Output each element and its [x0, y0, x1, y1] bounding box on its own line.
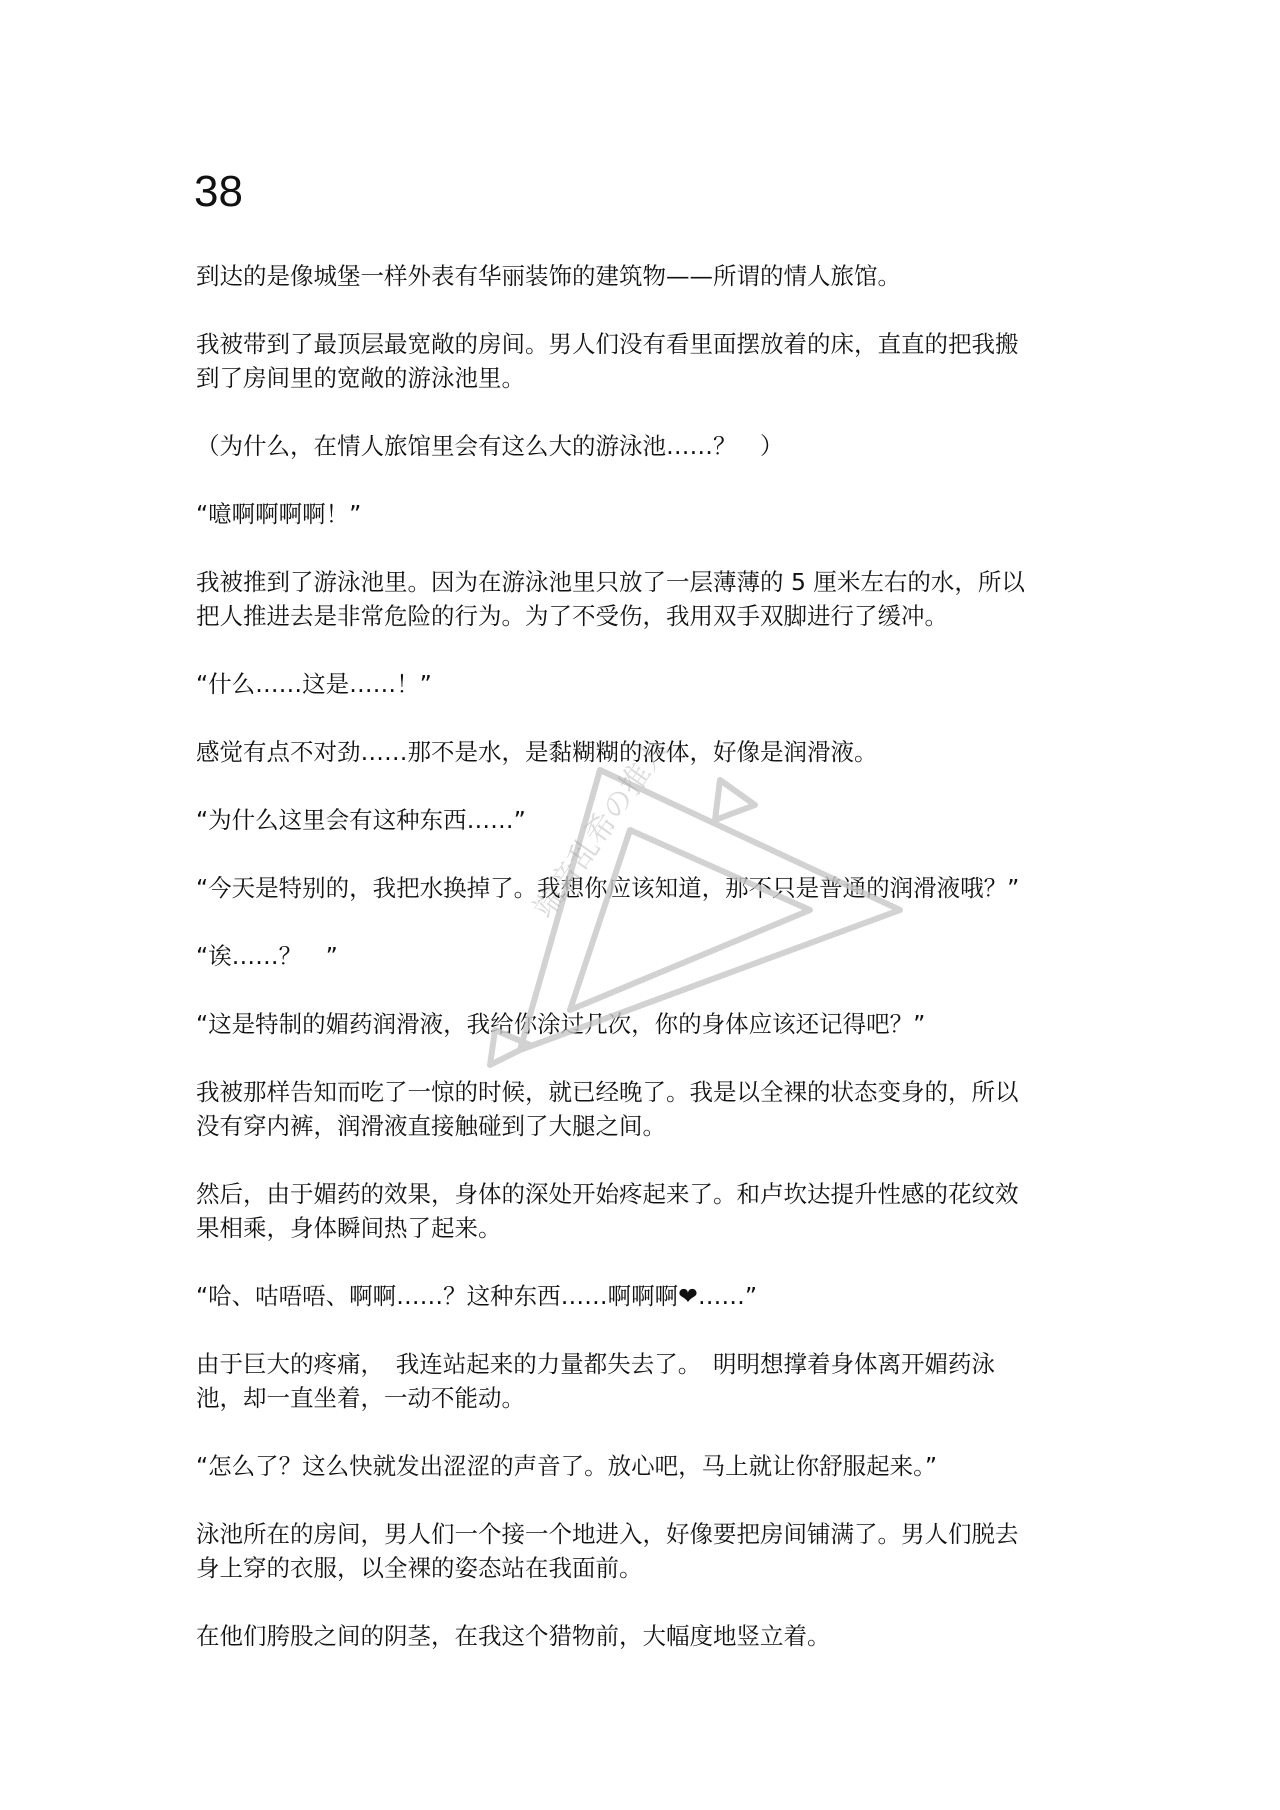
- chapter-number: 38: [194, 167, 243, 216]
- paragraph: [196, 803, 1106, 837]
- paragraph-line: 到了房间里的宽敞的游泳池里。: [196, 364, 525, 392]
- paragraph-line: 没有穿内裤，润滑液直接触碰到了大腿之间。: [196, 1112, 666, 1140]
- paragraph-line: 泳池所在的房间，男人们一个接一个地进入，好像要把房间铺满了。男人们脱去: [196, 1520, 1019, 1548]
- paragraph-line: “今天是特别的，我把水换掉了。我想你应该知道，那不只是普通的润滑液哦？”: [196, 874, 1020, 902]
- paragraph-line: 池，却一直坐着，一动不能动。: [196, 1384, 525, 1412]
- paragraph-line: “哈、咕唔唔、啊啊……？这种东西……啊啊啊❤……”: [196, 1282, 758, 1310]
- paragraph-line: 由于巨大的疼痛， 我连站起来的力量都失去了。 明明想撑着身体离开媚药泳: [196, 1350, 995, 1378]
- paragraph-line: （为什么，在情人旅馆里会有这么大的游泳池……？ ）: [196, 432, 784, 460]
- chapter-body: [196, 259, 1106, 1687]
- paragraph: [196, 1449, 1106, 1483]
- paragraph-line: 我被带到了最顶层最宽敞的房间。男人们没有看里面摆放着的床，直直的把我搬: [196, 330, 1019, 358]
- paragraph-line: 把人推进去是非常危险的行为。为了不受伤，我用双手双脚进行了缓冲。: [196, 602, 948, 630]
- paragraph-line: “什么……这是……！”: [196, 670, 432, 698]
- paragraph-line: 我被推到了游泳池里。因为在游泳池里只放了一层薄薄的 5 厘米左右的水，所以: [196, 568, 1025, 596]
- paragraph: [196, 1075, 1106, 1143]
- paragraph: [196, 259, 1106, 293]
- paragraph: [196, 1279, 1106, 1313]
- paragraph: [196, 1007, 1106, 1041]
- paragraph-line: 然后，由于媚药的效果，身体的深处开始疼起来了。和卢坎达提升性感的花纹效: [196, 1180, 1019, 1208]
- paragraph: [196, 735, 1106, 769]
- paragraph: [196, 327, 1106, 395]
- paragraph-line: “诶……？ ”: [196, 942, 338, 970]
- paragraph-line: “怎么了？这么快就发出涩涩的声音了。放心吧，马上就让你舒服起来。”: [196, 1452, 938, 1480]
- paragraph-line: “这是特制的媚药润滑液，我给你涂过几次，你的身体应该还记得吧？”: [196, 1010, 926, 1038]
- paragraph-line: 到达的是像城堡一样外表有华丽装饰的建筑物——所谓的情人旅馆。: [196, 262, 901, 290]
- paragraph: [196, 1177, 1106, 1245]
- paragraph: [196, 497, 1106, 531]
- paragraph: [196, 939, 1106, 973]
- paragraph-line: 果相乘，身体瞬间热了起来。: [196, 1214, 502, 1242]
- paragraph: [196, 1517, 1106, 1585]
- paragraph: [196, 429, 1106, 463]
- paragraph-line: “噫啊啊啊啊！”: [196, 500, 362, 528]
- paragraph: [196, 565, 1106, 633]
- paragraph: [196, 1619, 1106, 1653]
- paragraph-line: 在他们胯股之间的阴茎，在我这个猎物前，大幅度地竖立着。: [196, 1622, 831, 1650]
- paragraph-line: 身上穿的衣服，以全裸的姿态站在我面前。: [196, 1554, 643, 1582]
- paragraph-line: 感觉有点不对劲……那不是水，是黏糊糊的液体，好像是润滑液。: [196, 738, 878, 766]
- paragraph: [196, 1347, 1106, 1415]
- watermark-text: 端音乱希の推人: [526, 732, 676, 925]
- paragraph: [196, 871, 1106, 905]
- paragraph-line: 我被那样告知而吃了一惊的时候，就已经晚了。我是以全裸的状态变身的，所以: [196, 1078, 1019, 1106]
- paragraph: [196, 667, 1106, 701]
- paragraph-line: “为什么这里会有这种东西……”: [196, 806, 526, 834]
